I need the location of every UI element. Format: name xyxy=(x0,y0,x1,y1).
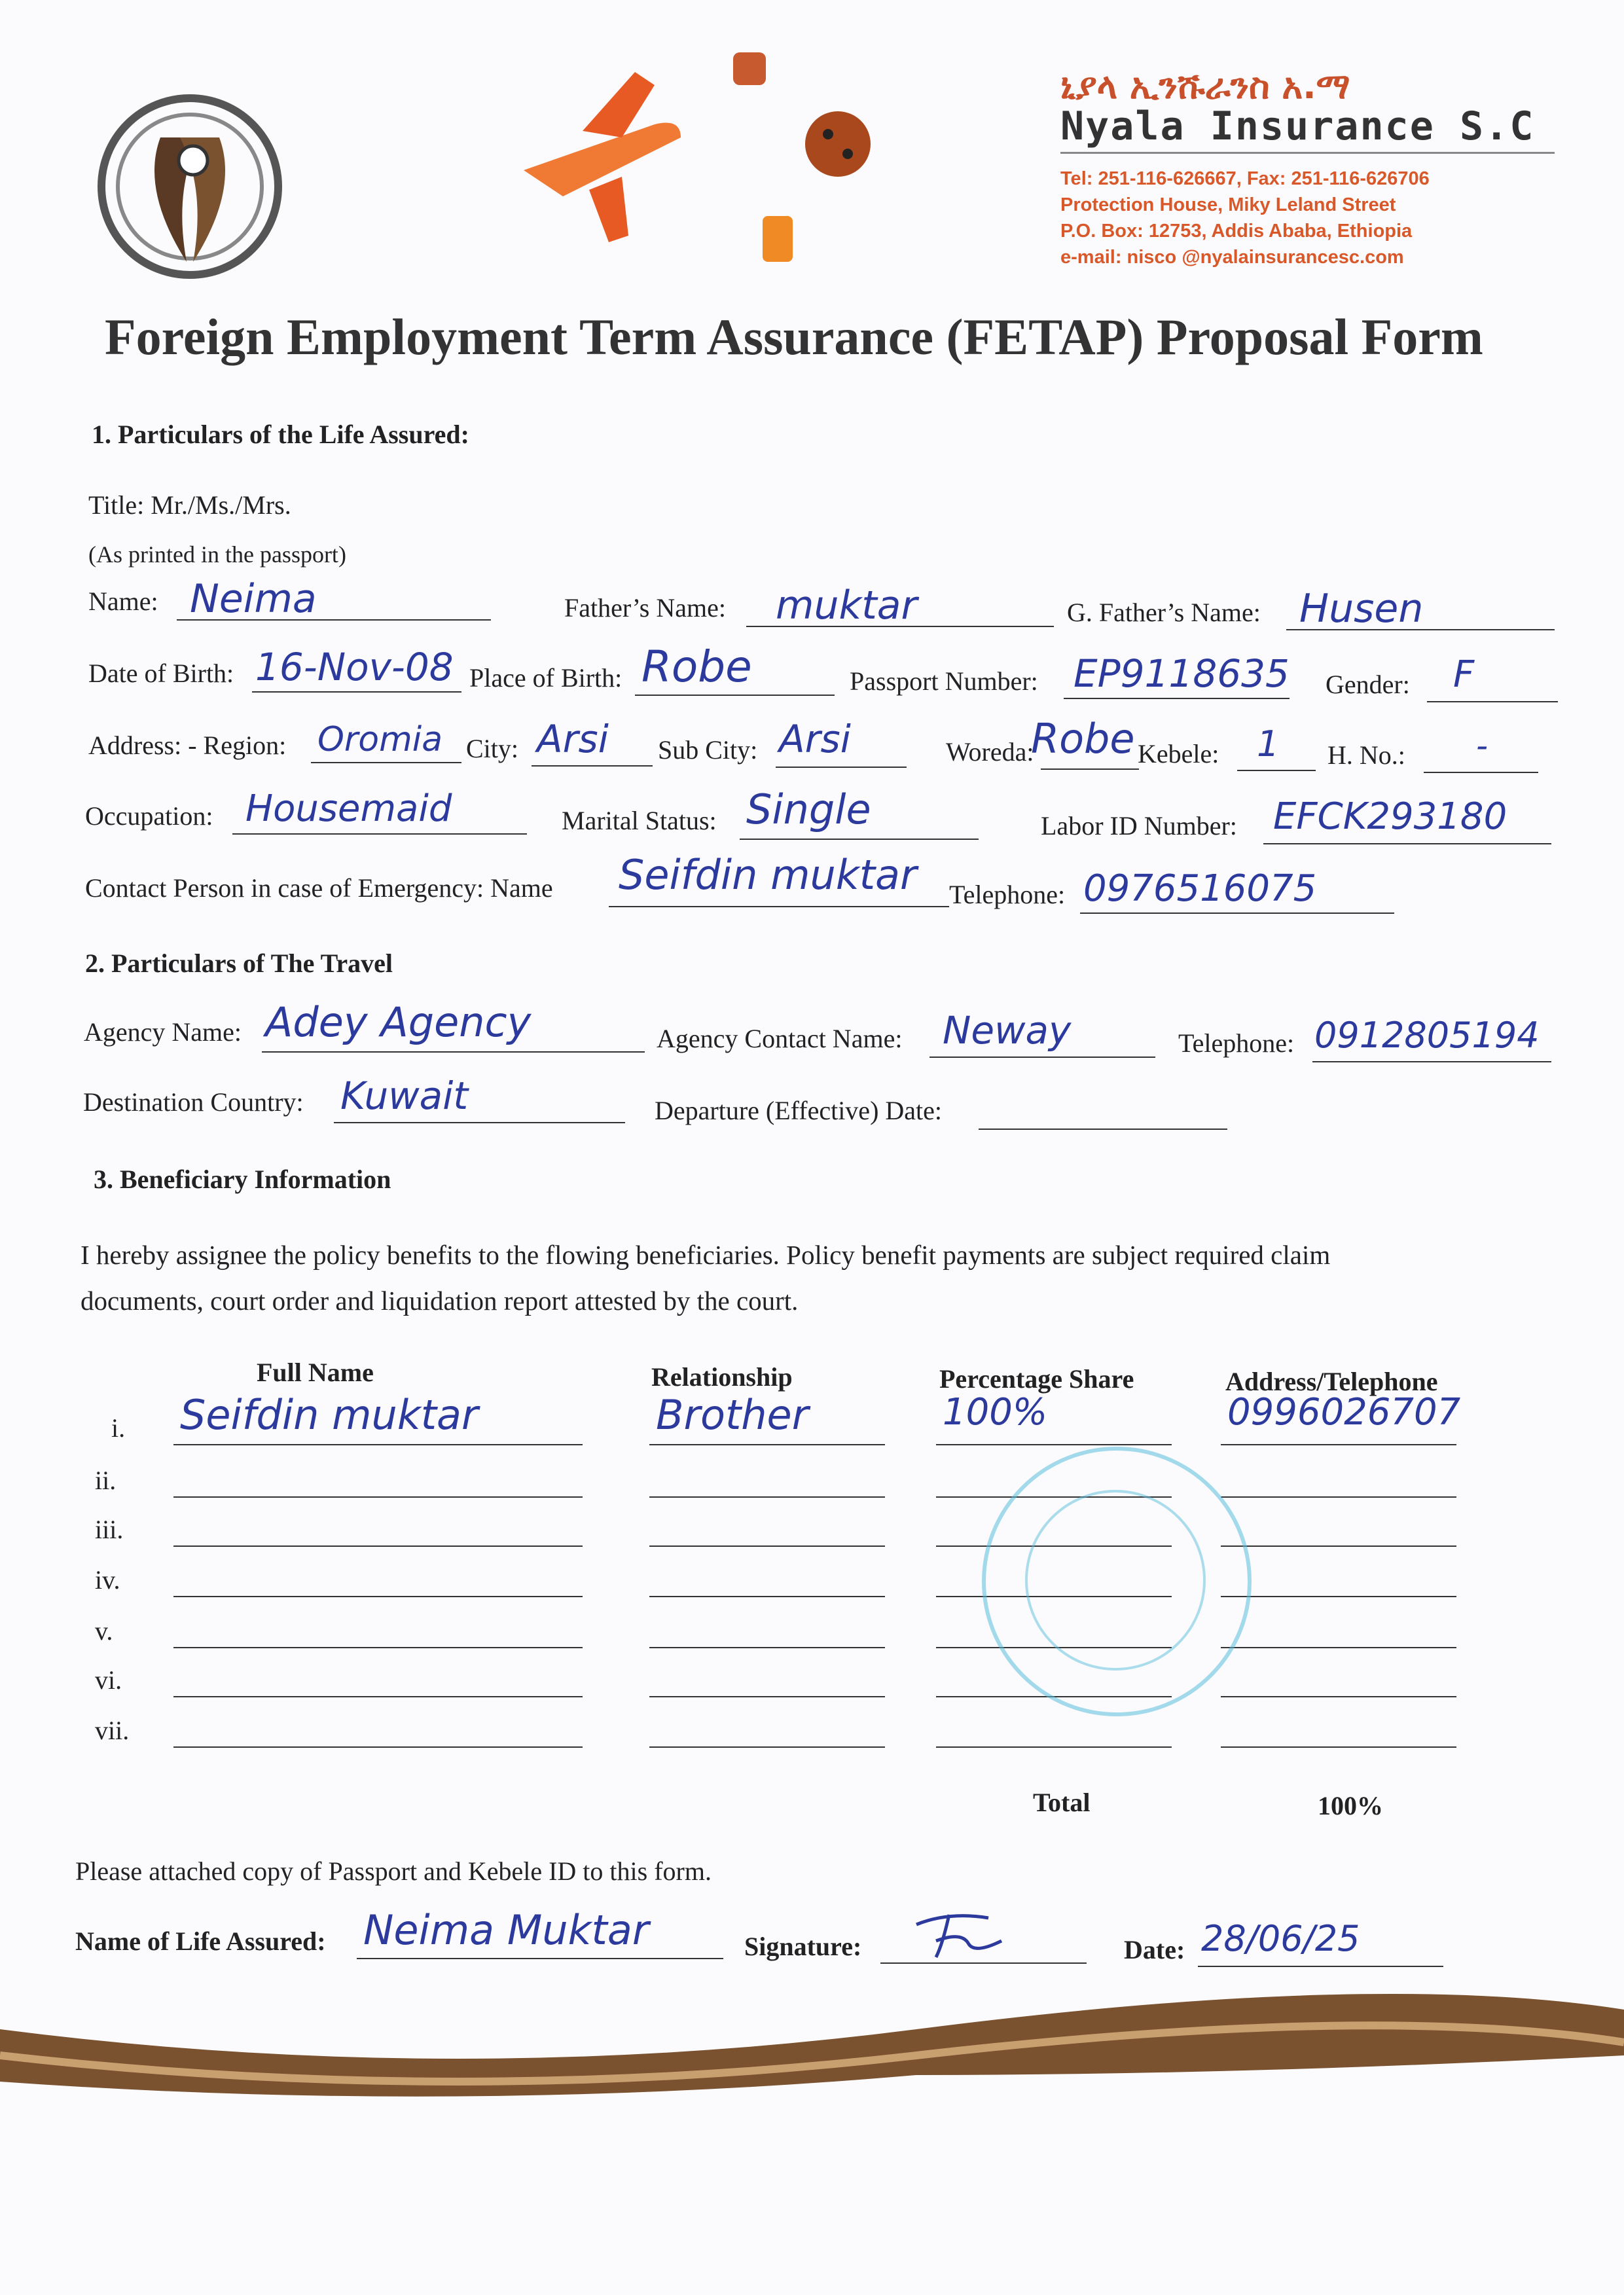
company-contact-block xyxy=(1060,166,1430,270)
beneficiary-name-field[interactable] xyxy=(173,1666,583,1697)
gfather-name-value: Husen xyxy=(1299,586,1424,632)
company-divider xyxy=(1060,152,1555,154)
woreda-label: Woreda: xyxy=(946,737,1034,767)
emergency-label: Contact Person in case of Emergency: Name xyxy=(85,873,553,903)
hno-label: H. No.: xyxy=(1327,740,1405,770)
occupation-label: Occupation: xyxy=(85,801,213,831)
beneficiary-row-number: vii. xyxy=(95,1716,130,1745)
signature-scribble xyxy=(910,1905,1015,1964)
beneficiary-contact-field[interactable] xyxy=(1221,1617,1456,1648)
section2-heading: 2. Particulars of The Travel xyxy=(85,949,393,978)
section3-heading: 3. Beneficiary Information xyxy=(94,1165,391,1194)
beneficiary-row-number: vi. xyxy=(95,1665,122,1695)
beneficiary-share-field[interactable] xyxy=(936,1716,1172,1748)
beneficiary-contact-field[interactable] xyxy=(1221,1515,1456,1547)
company-address: Protection House, Miky Leland Street xyxy=(1060,194,1396,215)
beneficiary-name-value: Seifdin muktar xyxy=(180,1391,478,1439)
agency-contact-value: Neway xyxy=(943,1008,1072,1053)
travel-illustration xyxy=(484,46,890,295)
col-relationship: Relationship xyxy=(651,1362,793,1392)
title-label: Title: Mr./Ms./Mrs. xyxy=(88,490,291,520)
emergency-tel-value: 0976516075 xyxy=(1083,867,1317,910)
beneficiary-contact-field[interactable] xyxy=(1221,1566,1456,1597)
gfather-name-label: G. Father’s Name: xyxy=(1067,598,1261,627)
beneficiary-name-field[interactable] xyxy=(173,1515,583,1547)
beneficiary-share-value: 100% xyxy=(943,1391,1048,1434)
date-value: 28/06/25 xyxy=(1201,1918,1360,1959)
company-name: Nyala Insurance S.C xyxy=(1060,103,1535,149)
life-assured-label: Name of Life Assured: xyxy=(75,1926,326,1956)
beneficiary-relation-field[interactable] xyxy=(649,1515,885,1547)
date-label: Date: xyxy=(1124,1935,1185,1964)
dob-value: 16-Nov-08 xyxy=(255,645,454,689)
destination-value: Kuwait xyxy=(340,1074,469,1118)
beneficiary-relation-field[interactable] xyxy=(649,1716,885,1748)
beneficiary-contact-field[interactable] xyxy=(1221,1716,1456,1748)
beneficiary-row-number: ii. xyxy=(95,1466,117,1495)
beneficiary-contact-field[interactable] xyxy=(1221,1666,1456,1697)
region-label: Address: - Region: xyxy=(88,731,287,760)
marital-label: Marital Status: xyxy=(562,806,717,835)
company-email: e-mail: nisco @nyalainsurancesc.com xyxy=(1060,247,1404,268)
agency-stamp-seal xyxy=(982,1447,1252,1716)
passport-note: (As printed in the passport) xyxy=(88,541,346,568)
total-label: Total xyxy=(1033,1788,1091,1817)
beneficiary-row-number: iv. xyxy=(95,1565,120,1595)
name-label: Name: xyxy=(88,587,158,616)
company-po-box: P.O. Box: 12753, Addis Ababa, Ethiopia xyxy=(1060,221,1413,242)
name-value: Neima xyxy=(190,576,317,622)
beneficiary-statement-line2: documents, court order and liquidation report attested by the court. xyxy=(81,1286,799,1316)
beneficiary-row-number: i. xyxy=(111,1413,126,1443)
agency-contact-label: Agency Contact Name: xyxy=(657,1024,903,1053)
signature-label: Signature: xyxy=(744,1932,862,1961)
father-name-label: Father’s Name: xyxy=(564,593,726,623)
beneficiary-relation-field[interactable] xyxy=(649,1617,885,1648)
labor-id-label: Labor ID Number: xyxy=(1041,811,1237,840)
col-full-name: Full Name xyxy=(257,1358,374,1387)
agency-name-value: Adey Agency xyxy=(265,998,532,1046)
labor-id-value: EFCK293180 xyxy=(1273,795,1507,838)
beneficiary-contact-value: 0996026707 xyxy=(1227,1391,1461,1434)
pob-label: Place of Birth: xyxy=(469,663,623,693)
section1-heading: 1. Particulars of the Life Assured: xyxy=(92,420,469,449)
passport-label: Passport Number: xyxy=(850,666,1038,696)
father-name-value: muktar xyxy=(776,583,918,628)
occupation-value: Housemaid xyxy=(245,787,452,830)
subcity-value: Arsi xyxy=(779,717,851,761)
form-title: Foreign Employment Term Assurance (FETAP) Proposal Form xyxy=(105,308,1483,365)
beneficiary-name-field[interactable] xyxy=(173,1617,583,1648)
beneficiary-name-field[interactable] xyxy=(173,1566,583,1597)
city-label: City: xyxy=(466,734,519,763)
passport-value: EP9118635 xyxy=(1074,651,1290,696)
beneficiary-relation-field[interactable] xyxy=(649,1566,885,1597)
agency-name-label: Agency Name: xyxy=(84,1017,242,1047)
agency-tel-value: 0912805194 xyxy=(1314,1015,1540,1056)
emergency-tel-label: Telephone: xyxy=(949,880,1066,909)
company-name-amharic: ኒያላ ኢንሹራንስ አ.ማ xyxy=(1060,65,1350,107)
pob-value: Robe xyxy=(641,642,752,692)
city-value: Arsi xyxy=(537,717,609,761)
nyala-antelope-logo xyxy=(95,92,285,281)
beneficiary-contact-field[interactable] xyxy=(1221,1466,1456,1498)
marital-value: Single xyxy=(746,786,871,833)
life-assured-value: Neima Muktar xyxy=(363,1906,649,1954)
woreda-value: Robe xyxy=(1031,715,1135,763)
col-address-telephone: Address/Telephone xyxy=(1225,1367,1438,1396)
dob-label: Date of Birth: xyxy=(88,659,234,688)
beneficiary-relation-field[interactable] xyxy=(649,1666,885,1697)
beneficiary-row-number: iii. xyxy=(95,1515,124,1544)
beneficiary-row-number: v. xyxy=(95,1616,113,1646)
kebele-label: Kebele: xyxy=(1138,739,1219,768)
hno-value: - xyxy=(1476,727,1489,765)
attach-note: Please attached copy of Passport and Kebele ID to this form. xyxy=(75,1856,712,1886)
gender-label: Gender: xyxy=(1326,670,1410,699)
beneficiary-name-field[interactable] xyxy=(173,1466,583,1498)
col-percentage-share: Percentage Share xyxy=(939,1364,1134,1394)
subcity-label: Sub City: xyxy=(658,735,758,765)
region-value: Oromia xyxy=(317,720,443,759)
agency-tel-label: Telephone: xyxy=(1178,1028,1295,1058)
company-tel-fax: Tel: 251-116-626667, Fax: 251-116-626706 xyxy=(1060,168,1430,189)
beneficiary-statement-line1: I hereby assignee the policy benefits to the flowing beneficiaries. Policy benefit payments are subject required claim xyxy=(81,1240,1331,1270)
departure-label: Departure (Effective) Date: xyxy=(655,1096,943,1125)
departure-field[interactable] xyxy=(979,1098,1227,1130)
footer-wave-decoration xyxy=(0,1983,1624,2108)
emergency-name-value: Seifdin muktar xyxy=(619,851,917,899)
beneficiary-relation-field[interactable] xyxy=(649,1466,885,1498)
total-value: 100% xyxy=(1318,1791,1383,1820)
beneficiary-relation-value: Brother xyxy=(656,1391,809,1439)
destination-label: Destination Country: xyxy=(83,1087,304,1117)
gender-field[interactable] xyxy=(1427,671,1558,702)
gender-value: F xyxy=(1453,653,1475,696)
beneficiary-name-field[interactable] xyxy=(173,1716,583,1748)
kebele-value: 1 xyxy=(1257,723,1280,765)
